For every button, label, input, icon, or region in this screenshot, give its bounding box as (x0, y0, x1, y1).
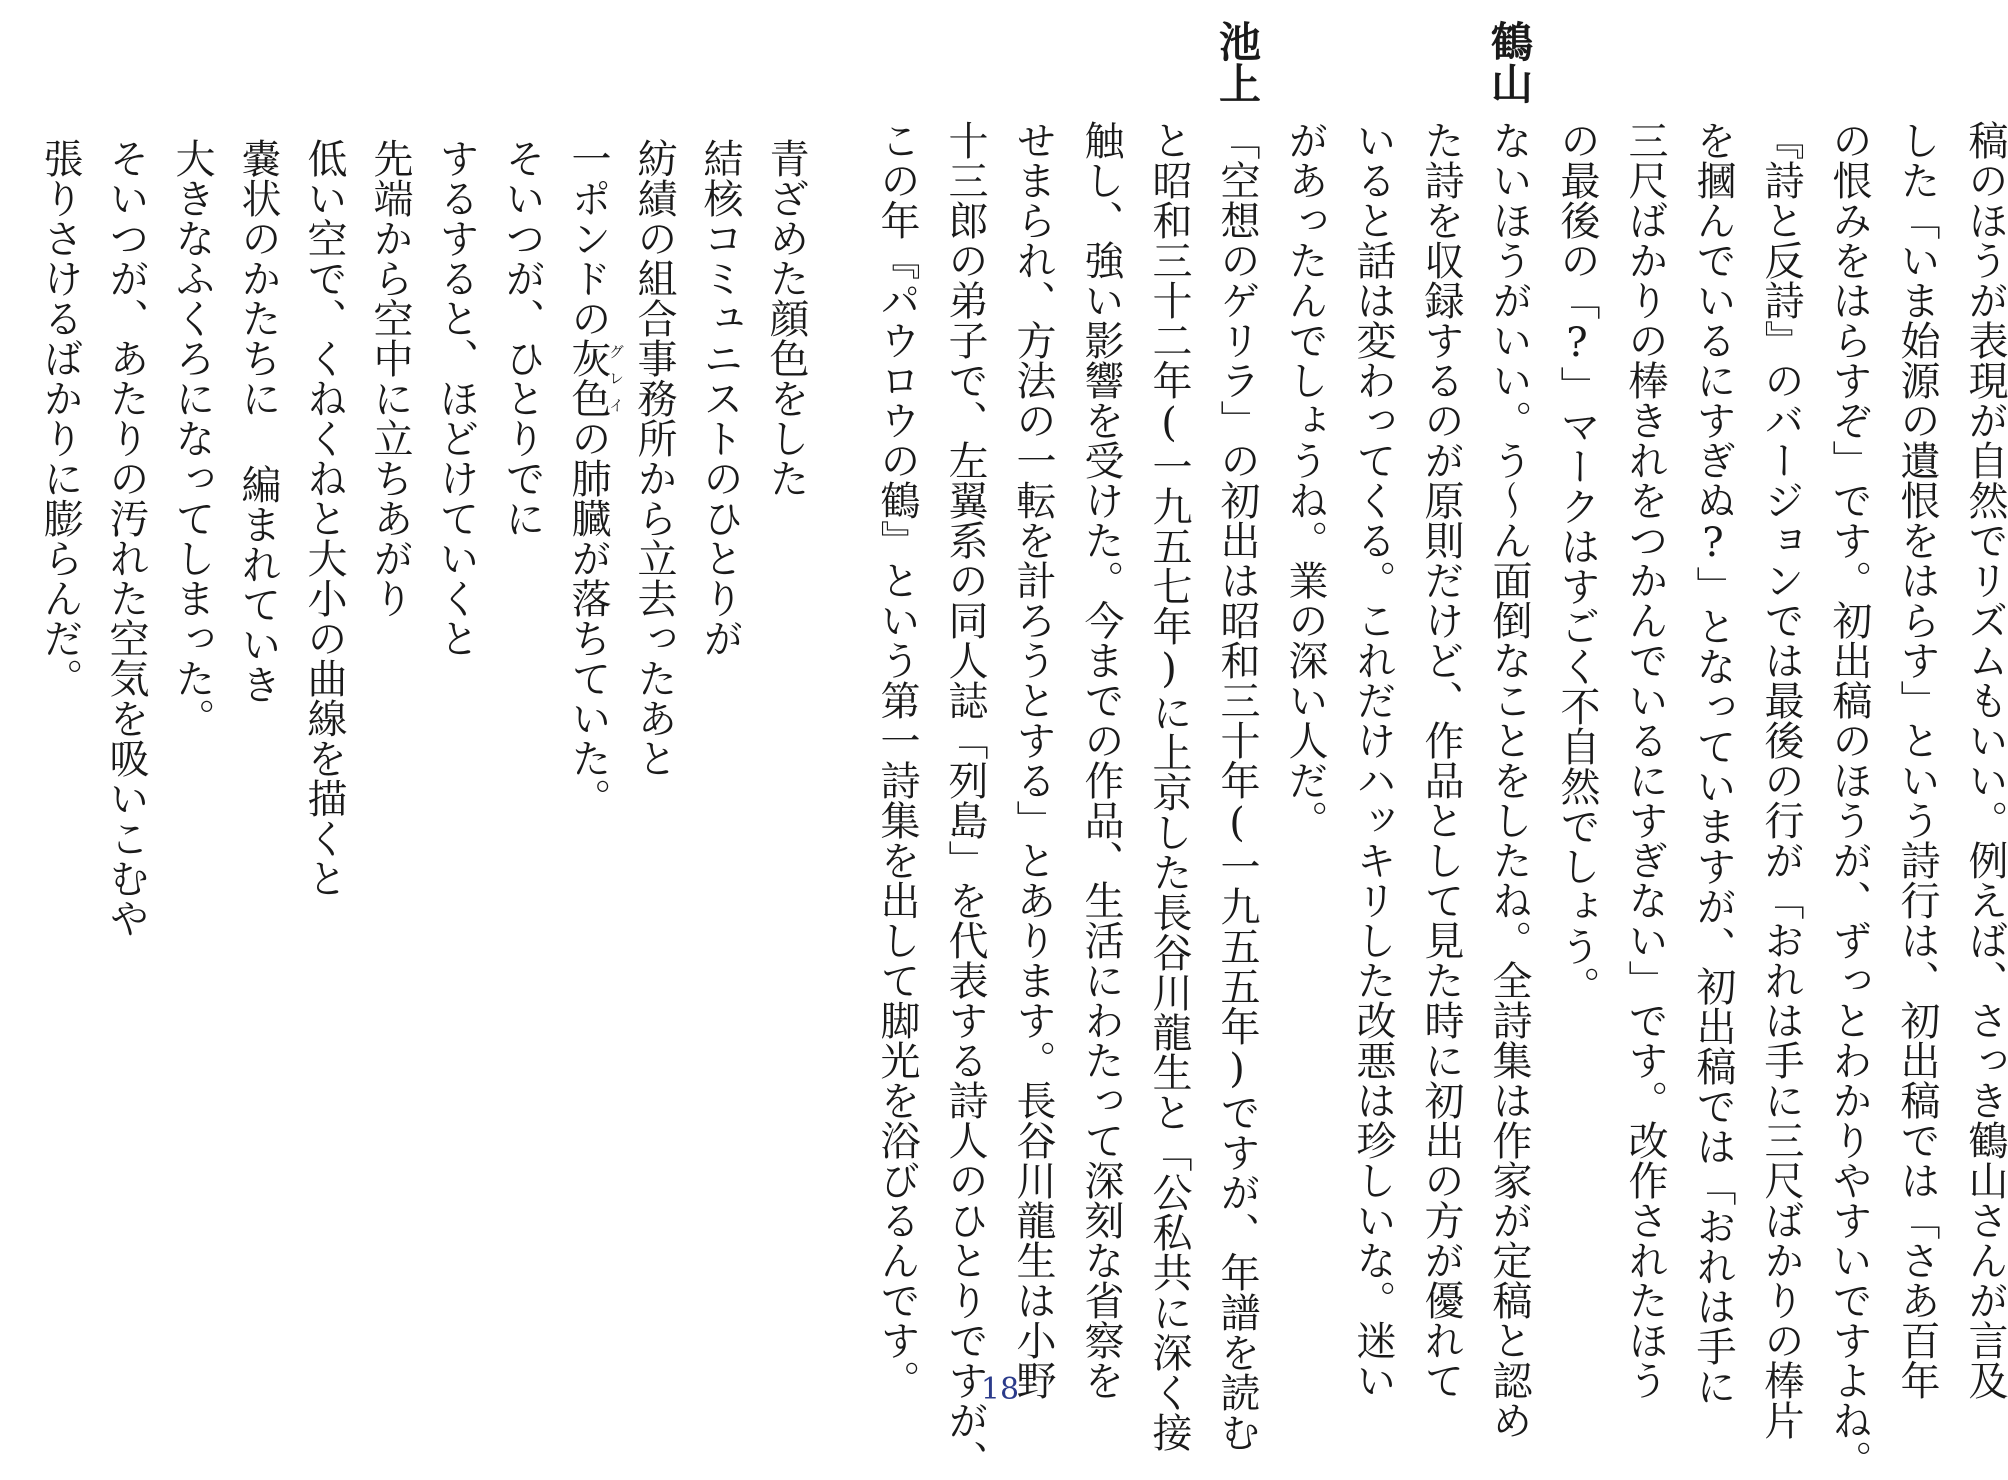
speaker-label-tsuruyama: 鶴山 (1485, 20, 1534, 104)
body-line: 稿のほうが表現が自然でリズムもいい。例えば、さっき鶴山さんが言及 (1962, 120, 2008, 1400)
ruby-annotation (565, 338, 625, 418)
body-line: と昭和三十二年(一九五七年)に上京した長谷川龍生と「公私共に深く接 (1146, 120, 1192, 1452)
ruby-reading: グレイ (607, 338, 625, 418)
ruby-base: 灰色 (565, 338, 611, 418)
body-line: の最後の「?」マークはすごく不自然でしょう。 (1554, 120, 1600, 1006)
poem-line: 張りさけるばかりに膨らんだ。 (37, 138, 83, 698)
body-line: 十三郎の弟子で、左翼系の同人誌「列島」を代表する詩人のひとりですが、 (942, 120, 988, 1480)
body-line: 『詩と反詩』のバージョンでは最後の行が「おれは手に三尺ばかりの棒片 (1758, 120, 1804, 1440)
body-line: 触し、強い影響を受けた。今までの作品、生活にわたって深刻な省察を (1078, 120, 1124, 1400)
poem-text: の肺臓が落ちていた。 (565, 418, 611, 818)
poem-line: 先端から空中に立ちあがり (367, 138, 413, 618)
poem-line: 紡績の組合事務所から立去ったあと (631, 138, 677, 778)
poem-line: 嚢状のかたちに 編まれていき (235, 138, 281, 704)
body-line: せまられ、方法の一転を計ろうとする」とあります。長谷川龍生は小野 (1010, 120, 1056, 1400)
speaker-label-ikegami: 池上 (1213, 20, 1262, 104)
body-line: があったんでしょうね。業の深い人だ。 (1282, 120, 1328, 840)
poem-text: 一ポンドの (565, 138, 611, 338)
body-line: した「いま始源の遺恨をはらす」という詩行は、初出稿では「さあ百年 (1894, 120, 1940, 1400)
page-number: 18 (980, 1372, 1020, 1407)
body-line: いると話は変わってくる。これだけハッキリした改悪は珍しいな。迷い (1350, 120, 1396, 1400)
poem-line-with-ruby (565, 138, 625, 818)
body-line: を摑んでいるにすぎぬ?」となっていますが、初出稿では「おれは手に (1690, 120, 1736, 1406)
poem-line: 青ざめた顔色をした (763, 138, 809, 498)
body-line: の恨みをはらすぞ」です。初出稿のほうが、ずっとわかりやすいですよね。 (1826, 120, 1872, 1480)
body-line: 「空想のゲリラ」の初出は昭和三十年(一九五五年)ですが、年譜を読む (1214, 120, 1260, 1452)
poem-line: そいつが、あたりの汚れた空気を吸いこむや (103, 138, 149, 938)
body-line: た詩を収録するのが原則だけど、作品として見た時に初出の方が優れて (1418, 120, 1464, 1400)
poem-line: するすると、ほどけていくと (433, 138, 479, 658)
poem-line: 大きなふくろになってしまった。 (169, 138, 215, 738)
poem-line: 低い空で、くねくねと大小の曲線を描くと (301, 138, 347, 898)
body-line: ないほうがいい。う〜ん面倒なことをしたね。全詩集は作家が定稿と認め (1486, 120, 1532, 1440)
body-line: 三尺ばかりの棒きれをつかんでいるにすぎない」です。改作されたほう (1622, 120, 1668, 1400)
body-line: この年『パウロウの鶴』という第一詩集を出して脚光を浴びるんです。 (874, 120, 920, 1400)
poem-line: 結核コミュニストのひとりが (697, 138, 743, 658)
poem-line: そいつが、ひとりでに (499, 138, 545, 538)
